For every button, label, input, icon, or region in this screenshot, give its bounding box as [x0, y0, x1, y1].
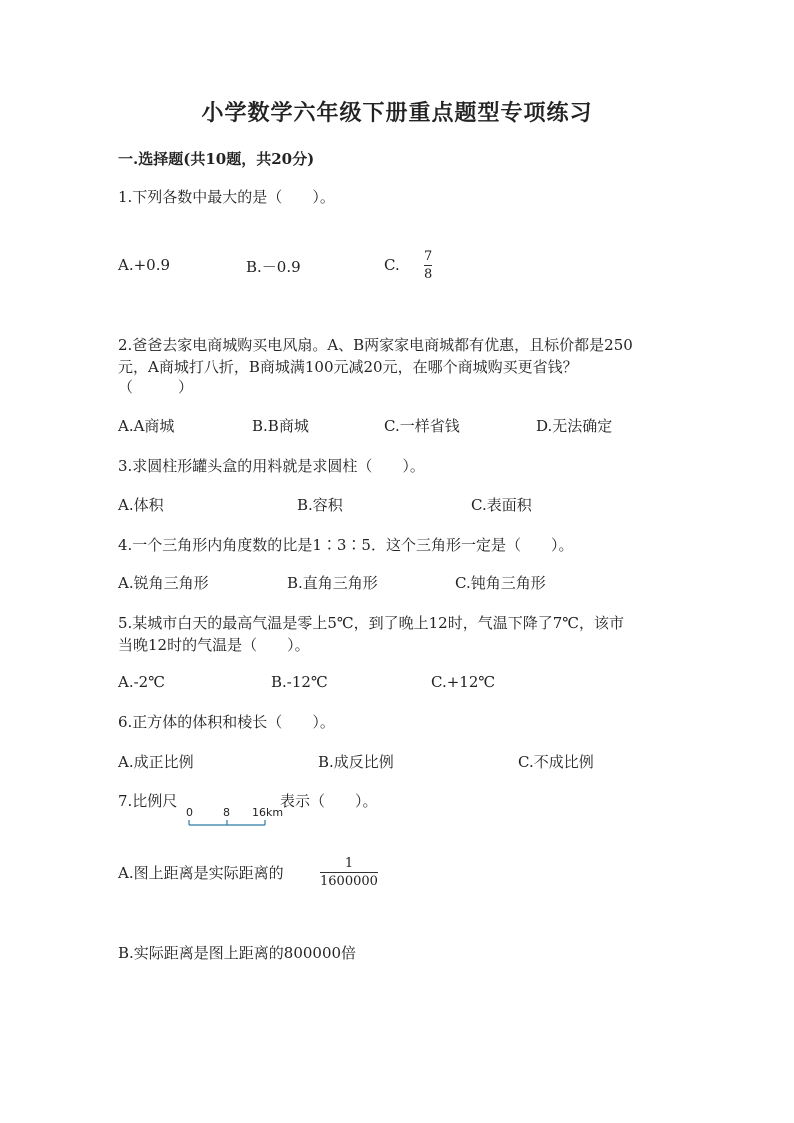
- question-2-line-2: 元，A商城打八折，B商城满100元减20元，在哪个商城购买更省钱？: [118, 358, 578, 376]
- q7-option-b[interactable]: B.实际距离是图上距离的800000倍: [118, 944, 357, 962]
- question-3-text: 3.求圆柱形罐头盒的用料就是求圆柱（ ）。: [118, 457, 425, 475]
- q2-option-a[interactable]: A.A商城: [118, 417, 175, 435]
- question-5-line-2: 当晚12时的气温是（ ）。: [118, 636, 310, 654]
- scale-label-8: 8: [223, 806, 230, 819]
- q2-option-c[interactable]: C.一样省钱: [384, 417, 460, 435]
- q5-option-a[interactable]: A.-2℃: [118, 673, 165, 691]
- question-5-line-1: 5.某城市白天的最高气温是零上5℃，到了晚上12时，气温下降了7℃，该市: [118, 614, 625, 632]
- fraction-numerator: 7: [424, 249, 433, 264]
- q4-option-b[interactable]: B.直角三角形: [287, 574, 378, 592]
- q7-option-a-fraction: [320, 856, 378, 889]
- question-4-text: 4.一个三角形内角度数的比是1∶3∶5．这个三角形一定是（ ）。: [118, 536, 574, 554]
- q4-option-a[interactable]: A.锐角三角形: [118, 574, 209, 592]
- q1-option-a[interactable]: A.+0.9: [118, 256, 171, 274]
- q1-option-c[interactable]: [384, 256, 400, 274]
- q3-option-c[interactable]: C.表面积: [471, 496, 532, 514]
- q1-option-c-fraction: [424, 249, 432, 282]
- q1-option-b[interactable]: B.－0.9: [246, 258, 301, 276]
- q5-option-c[interactable]: C.+12℃: [431, 673, 496, 691]
- scale-bar-figure: [184, 806, 284, 830]
- question-2-line-1: 2.爸爸去家电商城购买电风扇。A、B两家家电商城都有优惠，且标价都是250: [118, 336, 633, 354]
- question-7-prefix: 7.比例尺: [118, 792, 178, 810]
- fraction-denominator: 1600000: [320, 874, 378, 889]
- q5-option-b[interactable]: B.-12℃: [271, 673, 328, 691]
- q3-option-a[interactable]: A.体积: [118, 496, 164, 514]
- fraction-numerator: 1: [344, 856, 354, 871]
- q4-option-c[interactable]: C.钝角三角形: [455, 574, 546, 592]
- q6-option-c[interactable]: C.不成比例: [518, 753, 594, 771]
- q1-option-c-label: C.: [384, 256, 400, 274]
- q3-option-b[interactable]: B.容积: [297, 496, 343, 514]
- q2-option-b[interactable]: B.B商城: [252, 417, 309, 435]
- question-1-text: 1.下列各数中最大的是（ ）。: [118, 188, 335, 206]
- q6-option-b[interactable]: B.成反比例: [318, 753, 394, 771]
- q6-option-a[interactable]: A.成正比例: [118, 753, 194, 771]
- fraction-denominator: 8: [424, 267, 433, 282]
- section-heading: 一.选择题(共10题，共20分): [118, 150, 315, 168]
- question-2-line-3: （ ）: [118, 378, 194, 396]
- question-6-text: 6.正方体的体积和棱长（ ）。: [118, 713, 335, 731]
- scale-bar-line: [184, 806, 278, 830]
- page-title: 小学数学六年级下册重点题型专项练习: [201, 100, 593, 126]
- q7-option-a[interactable]: A.图上距离是实际距离的: [118, 864, 284, 882]
- scale-label-16km: 16km: [252, 806, 284, 819]
- question-7-suffix: 表示（ ）。: [280, 792, 378, 810]
- q2-option-d[interactable]: D.无法确定: [536, 417, 613, 435]
- scale-label-0: 0: [186, 806, 193, 819]
